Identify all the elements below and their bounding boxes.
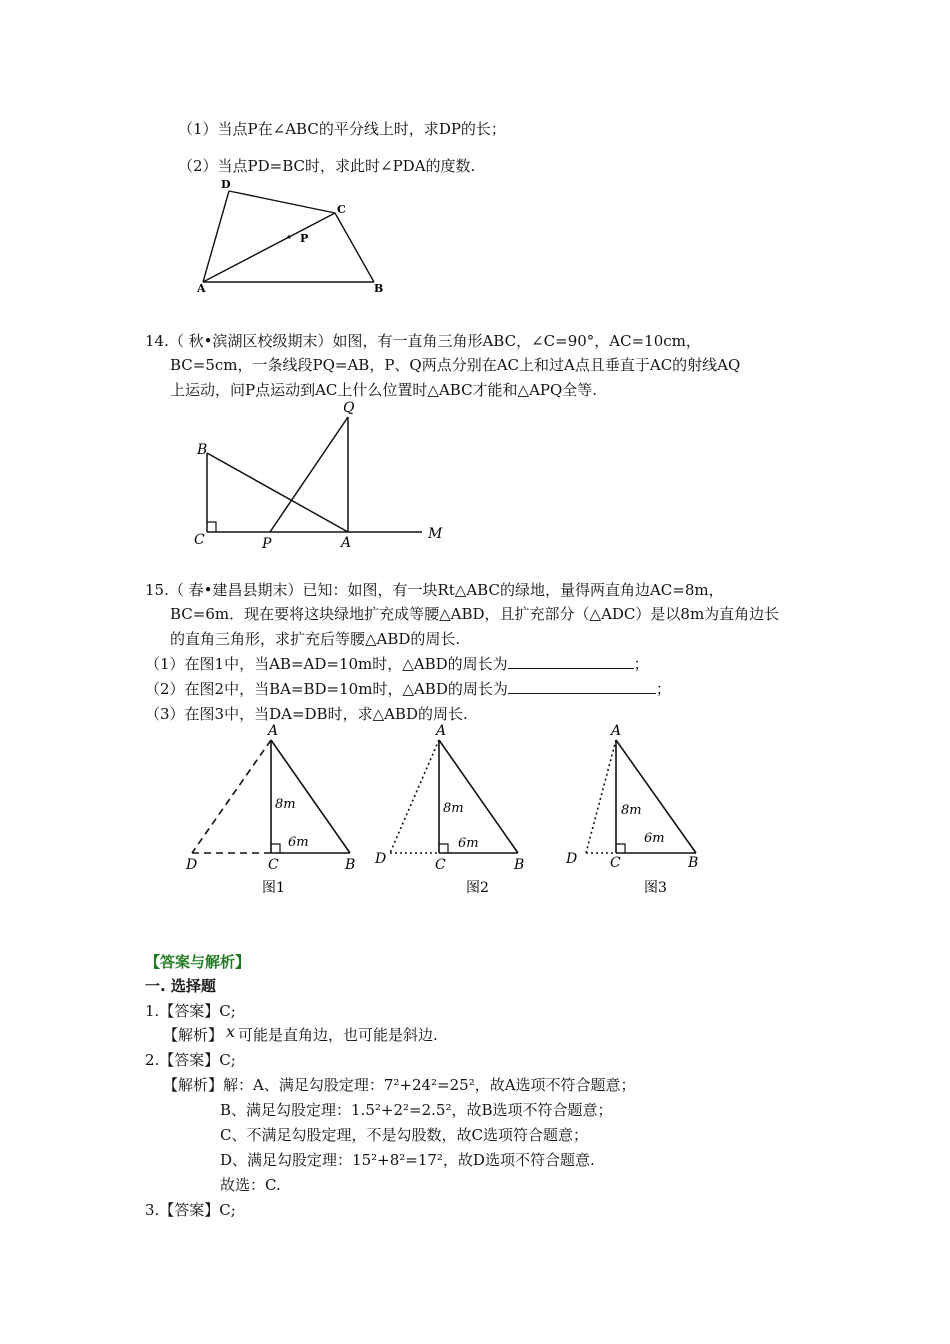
q13-seg-dc bbox=[229, 191, 335, 213]
fig2-label-8m: 8m bbox=[443, 801, 464, 816]
fig1-label-d: D bbox=[186, 857, 198, 873]
q14-label-c: C bbox=[194, 532, 205, 548]
fig1-label-c: C bbox=[268, 857, 279, 873]
q15-figure-2 bbox=[370, 720, 540, 900]
answers-header: 【答案与解析】 bbox=[145, 953, 251, 971]
q14-label-q: Q bbox=[343, 400, 355, 416]
q15-part2-end: ； bbox=[655, 680, 671, 698]
q15-part1-blank[interactable] bbox=[508, 654, 634, 669]
fig3-seg-ad bbox=[586, 740, 616, 853]
q15-part2-blank[interactable] bbox=[508, 679, 656, 694]
q14-line3: 上运动，问P点运动到AC上什么位置时△ABC才能和△APQ全等. bbox=[170, 381, 598, 399]
fig1-label-b: B bbox=[345, 857, 356, 873]
answer-1-explanation bbox=[163, 1022, 438, 1045]
answer-2-exp-a: 【解析】解：A、满足勾股定理：7²+24²=25²，故A选项不符合题意； bbox=[163, 1076, 636, 1094]
answer-3: 3.【答案】C; bbox=[145, 1201, 236, 1219]
fig3-label-6m: 6m bbox=[644, 831, 665, 846]
q13-seg-ac bbox=[203, 213, 335, 282]
q14-label-p: P bbox=[262, 536, 272, 552]
answer-1-exp-var: x bbox=[226, 1022, 236, 1041]
q14-label-a: A bbox=[341, 535, 352, 551]
q15-part1-end: ； bbox=[633, 655, 649, 673]
q13-part1: （1）当点P在∠ABC的平分线上时，求DP的长； bbox=[178, 120, 506, 138]
q15-figure-3 bbox=[560, 720, 720, 900]
q15-part3: （3）在图3中，当DA=DB时，求△ABD的周长. bbox=[145, 705, 468, 723]
q13-figure bbox=[190, 175, 400, 300]
q13-seg-cb bbox=[335, 213, 374, 282]
q14-label-m: M bbox=[428, 526, 443, 542]
q15-line3: 的直角三角形，求扩充后等腰△ABD的周长. bbox=[170, 630, 461, 648]
fig1-seg-ad bbox=[192, 740, 271, 853]
answer-1: 1.【答案】C; bbox=[145, 1002, 236, 1020]
fig3-label-c: C bbox=[610, 855, 621, 871]
q15-part1 bbox=[145, 654, 649, 674]
fig3-label-d: D bbox=[566, 851, 578, 867]
q13-seg-da bbox=[203, 191, 229, 282]
q14-label-b: B bbox=[197, 442, 208, 458]
q15-part2-text: （2）在图2中，当BA=BD=10m时，△ABD的周长为 bbox=[145, 680, 508, 698]
fig1-label-8m: 8m bbox=[275, 797, 296, 812]
fig2-seg-ad bbox=[390, 740, 439, 853]
fig1-label-a: A bbox=[268, 723, 279, 739]
q15-figure-1 bbox=[180, 720, 370, 900]
fig2-right-angle bbox=[439, 844, 448, 853]
fig3-label-a: A bbox=[611, 723, 622, 739]
q14-line1: 14.（ 秋•滨湖区校级期末）如图，有一直角三角形ABC，∠C=90°，AC=10cm， bbox=[145, 332, 701, 350]
fig2-label-b: B bbox=[514, 857, 525, 873]
q13-label-p: P bbox=[300, 232, 309, 245]
q14-figure bbox=[190, 396, 460, 556]
answer-2-exp-d: D、满足勾股定理：15²+8²=17²，故D选项不符合题意. bbox=[220, 1151, 595, 1169]
answer-1-exp-prefix: 【解析】 bbox=[163, 1026, 224, 1044]
fig2-caption: 图2 bbox=[466, 880, 489, 896]
answer-1-exp-text: 可能是直角边，也可能是斜边. bbox=[238, 1026, 438, 1044]
q13-point-p bbox=[287, 235, 290, 238]
fig2-label-d: D bbox=[375, 851, 387, 867]
fig1-label-6m: 6m bbox=[288, 835, 309, 850]
answer-2: 2.【答案】C; bbox=[145, 1051, 236, 1069]
q14-line2: BC=5cm，一条线段PQ=AB，P、Q两点分别在AC上和过A点且垂直于AC的射线AQ bbox=[170, 356, 741, 374]
q13-label-b: B bbox=[374, 282, 384, 295]
fig3-caption: 图3 bbox=[644, 880, 667, 896]
fig2-label-a: A bbox=[436, 723, 447, 739]
answer-2-choose: 故选：C. bbox=[220, 1176, 281, 1194]
answer-2-exp-c: C、不满足勾股定理，不是勾股数，故C选项符合题意； bbox=[220, 1126, 588, 1144]
fig3-label-8m: 8m bbox=[621, 803, 642, 818]
q13-part2: （2）当点PD=BC时，求此时∠PDA的度数. bbox=[178, 157, 476, 175]
fig2-label-6m: 6m bbox=[458, 836, 479, 851]
answer-2-exp-b: B、满足勾股定理：1.5²+2²=2.5²，故B选项不符合题意； bbox=[220, 1101, 613, 1119]
q15-part2 bbox=[145, 679, 671, 699]
q14-right-angle-mark bbox=[207, 522, 216, 532]
answers-section-title: 一. 选择题 bbox=[145, 977, 216, 995]
fig1-right-angle bbox=[271, 844, 280, 853]
q15-line1: 15.（ 春•建昌县期末）已知：如图，有一块Rt△ABC的绿地，量得两直角边AC=8m， bbox=[145, 581, 724, 599]
fig3-right-angle bbox=[616, 844, 625, 853]
q15-line2: BC=6m．现在要将这块绿地扩充成等腰△ABD，且扩充部分（△ADC）是以8m为直角边长 bbox=[170, 605, 780, 623]
q13-label-a: A bbox=[197, 282, 206, 295]
fig2-label-c: C bbox=[435, 857, 446, 873]
q13-label-c: C bbox=[337, 203, 346, 216]
fig1-caption: 图1 bbox=[262, 880, 285, 896]
q15-part1-text: （1）在图1中，当AB=AD=10m时，△ABD的周长为 bbox=[145, 655, 508, 673]
q13-label-d: D bbox=[221, 178, 231, 191]
fig3-label-b: B bbox=[688, 855, 699, 871]
q14-seg-pq bbox=[270, 417, 348, 532]
